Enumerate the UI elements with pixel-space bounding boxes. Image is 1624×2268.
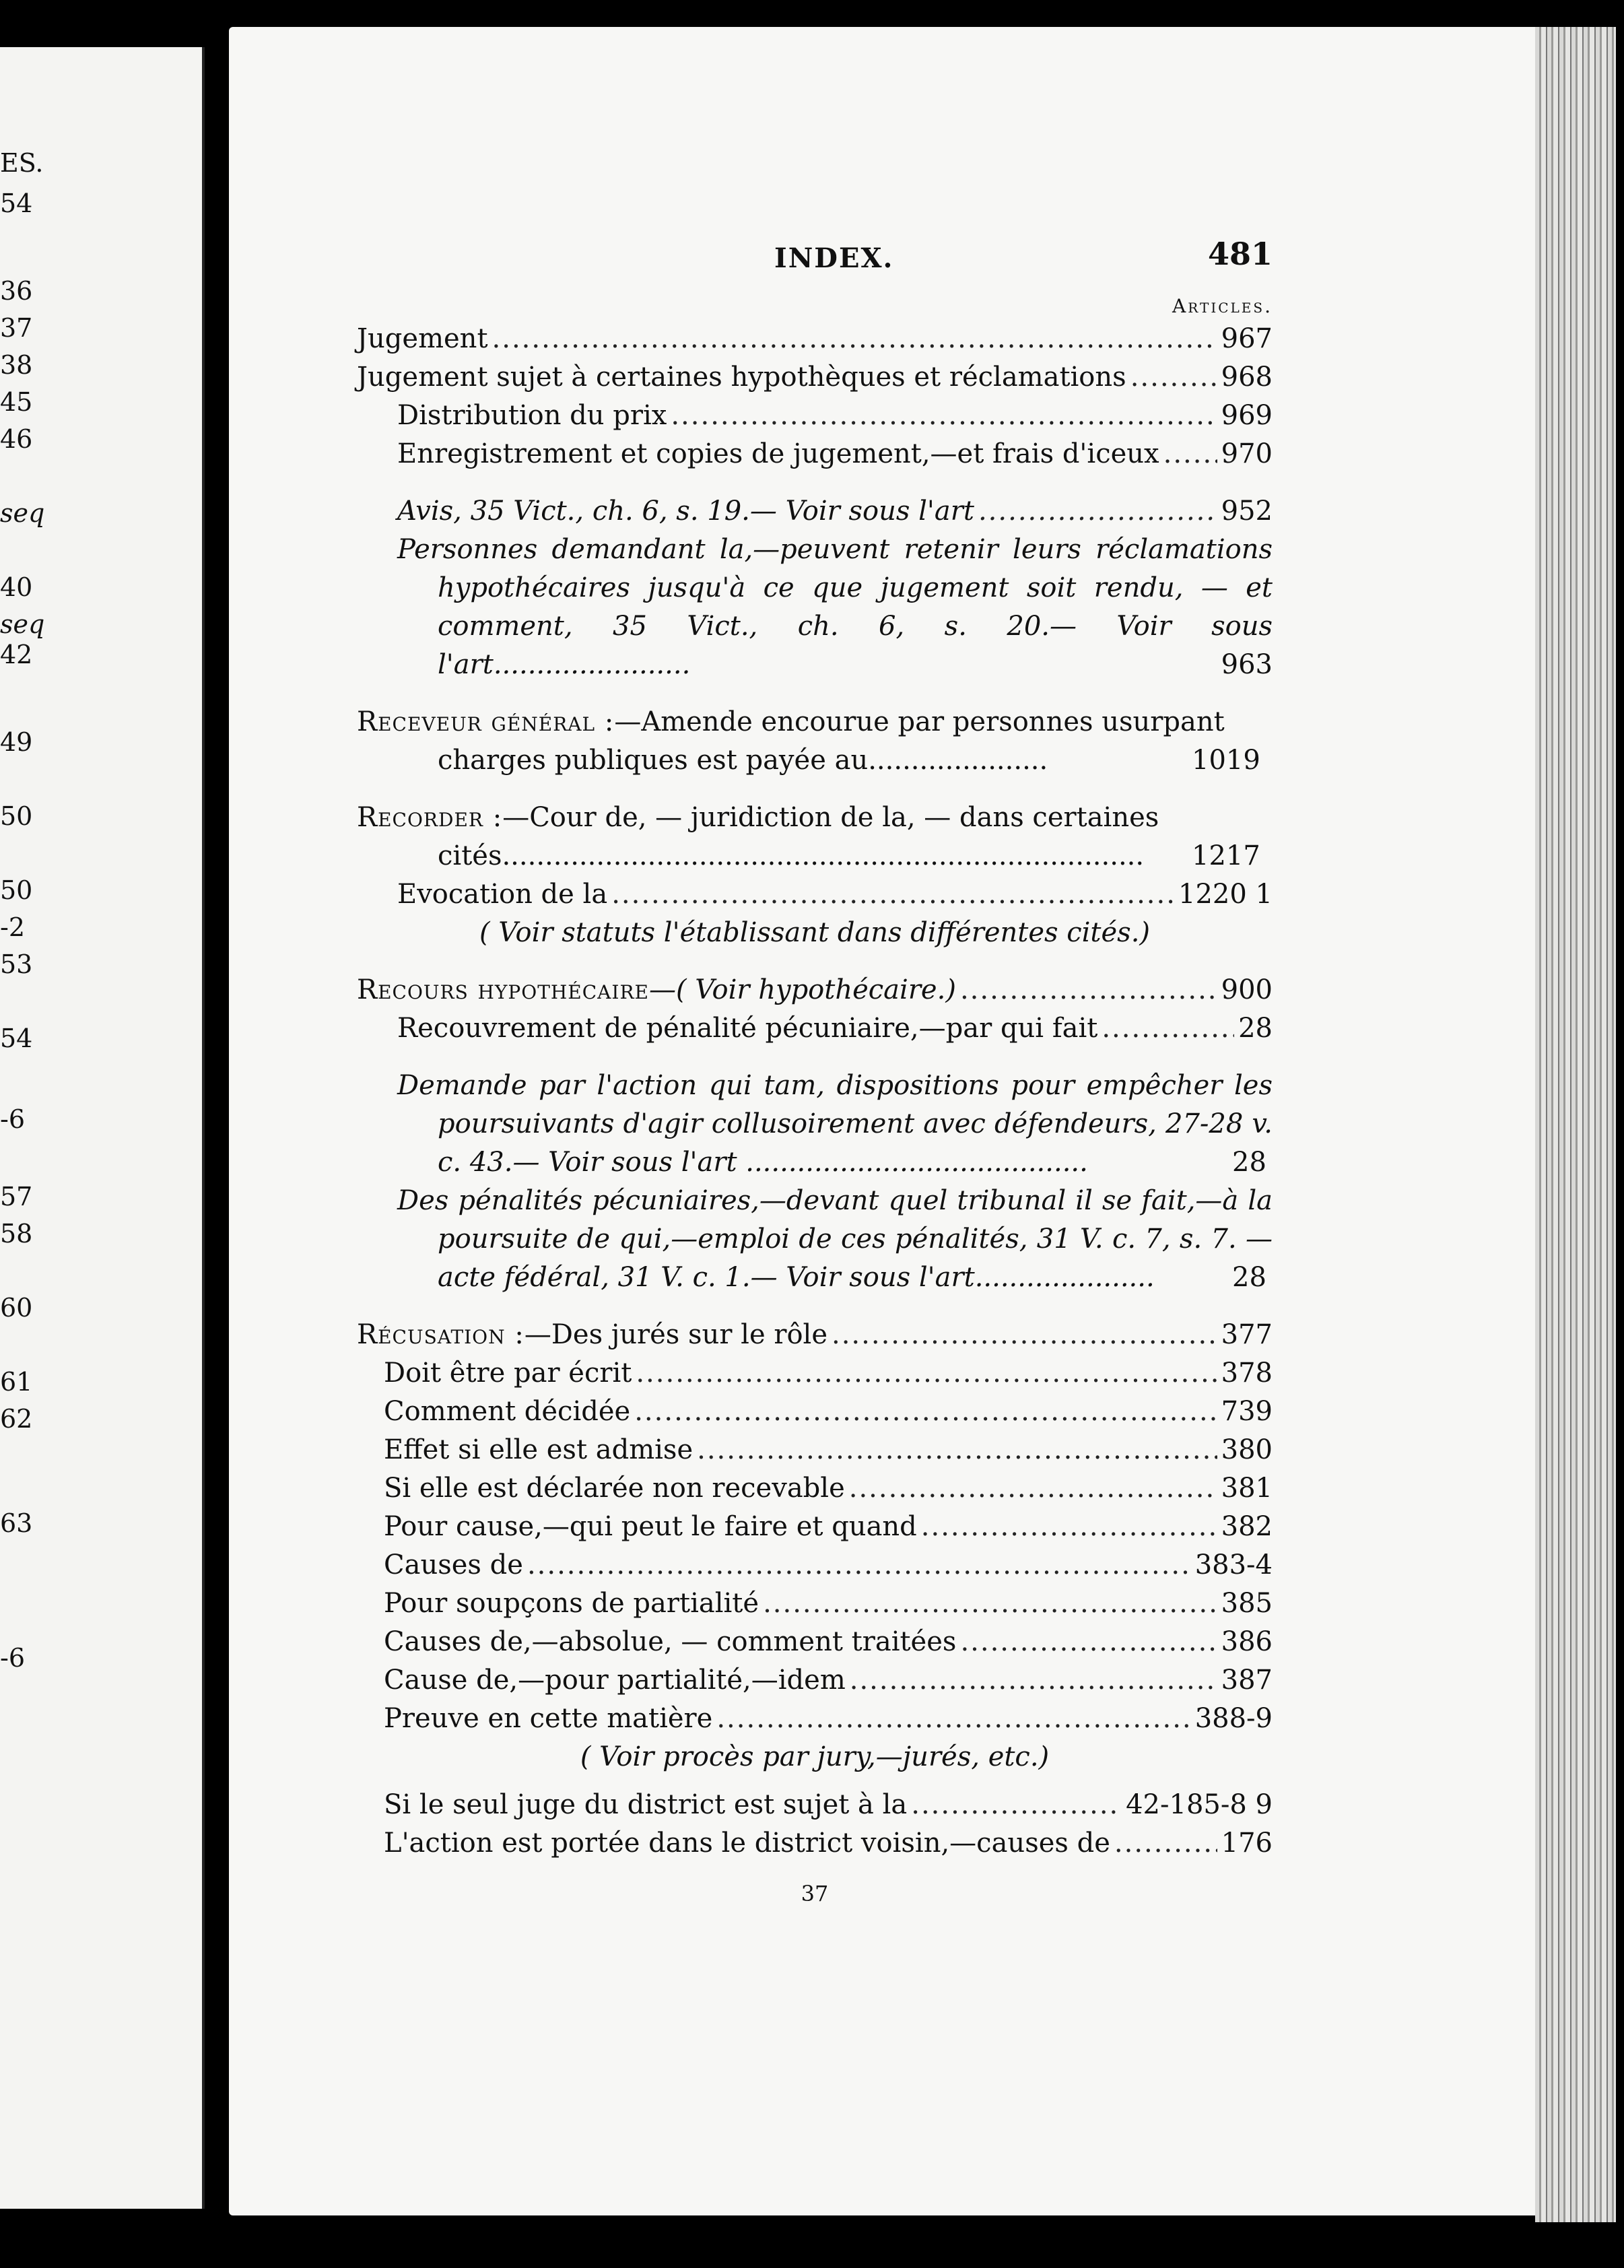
facing-page-text: -6 [0, 1643, 26, 1673]
leader-dots [911, 1786, 1122, 1824]
article-number: 739 [1221, 1396, 1273, 1427]
index-entry [357, 1354, 1273, 1393]
entry-heading: Recours hypothécaire [357, 974, 649, 1005]
article-number: 952 [1221, 496, 1273, 527]
entry-text: Jugement sujet à certaines hypothèques et réclamations [357, 362, 1126, 393]
index-entry: Des pénalités pécuniaires,—devant quel tribunal il se fait,—à la poursuite de qui,—emploi de ces pénalités, 31 V. c. 7, s. 7. —acte fédéral, 31 V. c. 1.— Voir sous l'art..................... 28 [397, 1185, 1273, 1293]
facing-page-text: 57 [0, 1182, 33, 1211]
facing-page-text: 38 [0, 350, 33, 380]
entry-text: Des pénalités pécuniaires,—devant quel tribunal il se fait,—à la poursuite de qui,—emploi de ces pénalités, 31 V. c. 7, s. 7. —acte fédéral, 31 V. c. 1.— Voir sous l'art [397, 1185, 1273, 1293]
entry-text: —Amende encourue par personnes usurpant charges publiques est payée au [438, 706, 1225, 776]
index-entry [357, 1469, 1273, 1508]
signature-mark: 37 [801, 1881, 829, 1906]
index-entry [357, 1585, 1273, 1623]
leader-dots [1102, 1009, 1234, 1048]
leader-dots [978, 492, 1217, 531]
facing-page-text: 36 [0, 276, 33, 306]
entry-text: Distribution du prix [397, 400, 667, 431]
article-number: 382 [1221, 1511, 1273, 1542]
entry-text: Pour soupçons de partialité [384, 1588, 759, 1619]
leader-dots [1130, 358, 1217, 397]
article-number: 388-9 [1194, 1703, 1273, 1734]
leader-dots: ........................................ [737, 1147, 1088, 1178]
article-number: 28 [1238, 1013, 1273, 1044]
leader-dots [960, 1623, 1217, 1661]
leader-dots [634, 1393, 1217, 1431]
facing-page-text: 42 [0, 640, 33, 669]
article-number: 968 [1221, 362, 1273, 393]
index-entry [357, 1431, 1273, 1469]
facing-page-text: 50 [0, 875, 33, 905]
entry-text: Si elle est déclarée non recevable [384, 1473, 845, 1504]
index-entry [357, 1546, 1273, 1585]
running-head [357, 236, 1273, 286]
entry-text: L'action est portée dans le district voisin,—causes de [384, 1828, 1110, 1859]
leader-dots: ....................... [493, 649, 691, 680]
entry-text: Causes de,—absolue, — comment traitées [384, 1626, 957, 1657]
article-number: 969 [1221, 400, 1273, 431]
entry-text: Cause de,—pour partialité,—idem [384, 1665, 846, 1696]
facing-page-text: ES. [0, 148, 44, 178]
entry-text: Effet si elle est admise [384, 1434, 693, 1465]
entry-heading: Récusation : [357, 1319, 525, 1350]
leader-dots [849, 1469, 1217, 1508]
cross-reference: ( Voir statuts l'établissant dans différentes cités.) [479, 917, 1151, 948]
facing-page-text: 40 [0, 572, 33, 602]
leader-dots [611, 875, 1174, 914]
article-number: 377 [1221, 1319, 1273, 1350]
facing-page-text: 37 [0, 313, 33, 343]
entry-text: Si le seul juge du district est sujet à la [384, 1789, 908, 1820]
entry-text: Personnes demandant la,—peuvent retenir leurs réclamations hypothécaires jusqu'à ce que jugement soit rendu, — et comment, 35 Vict., ch. 6, s. 20.— Voir sous l'art [397, 534, 1273, 680]
index-entry [357, 1824, 1273, 1863]
leader-dots [832, 1316, 1217, 1354]
entry-text: Evocation de la [397, 879, 608, 910]
facing-page-text: seq [0, 498, 45, 528]
index-content [357, 236, 1273, 1913]
leader-dots [636, 1354, 1217, 1393]
column-label: Articles. [1172, 295, 1273, 317]
index-entry [357, 1661, 1273, 1700]
entry-text: Avis, 35 Vict., ch. 6, s. 19.— Voir sous l'art [397, 496, 974, 527]
article-number: 378 [1221, 1358, 1273, 1389]
index-entry: Receveur général :—Amende encourue par personnes usurpant charges publiques est payée au..................... 1019 [357, 706, 1260, 776]
page-title: INDEX. [774, 242, 894, 274]
index-entry [357, 320, 1273, 358]
facing-page-text: seq [0, 609, 45, 639]
article-number: 963 [1221, 649, 1273, 680]
facing-page-text: -6 [0, 1104, 26, 1134]
index-entry [357, 875, 1273, 914]
article-number: 380 [1221, 1434, 1273, 1465]
entry-text: Preuve en cette matière [384, 1703, 713, 1734]
leader-dots [492, 320, 1217, 358]
entry-text: Doit être par écrit [384, 1358, 632, 1389]
article-number: 900 [1221, 974, 1273, 1005]
entry-text: Demande par l'action qui tam, dispositions pour empêcher les poursuivants d'agir collusoirement avec défendeurs, 27-28 v. c. 43.— Voir sous l'art [397, 1070, 1273, 1178]
entry-text: Pour cause,—qui peut le faire et quand [384, 1511, 917, 1542]
article-number: 176 [1221, 1828, 1273, 1859]
facing-page-text: 53 [0, 949, 33, 979]
entry-heading: Receveur général : [357, 706, 615, 737]
leader-dots [1114, 1824, 1217, 1863]
facing-page-text: 60 [0, 1293, 33, 1323]
page-number: 481 [1207, 236, 1273, 272]
leader-dots [960, 971, 1217, 1009]
index-entry [357, 1393, 1273, 1431]
index-entry [357, 1700, 1273, 1738]
index-entry: Demande par l'action qui tam, dispositions pour empêcher les poursuivants d'agir collusoirement avec défendeurs, 27-28 v. c. 43.— Voir sous l'art ........................................ 28 [397, 1070, 1273, 1178]
entry-text: —Des jurés sur le rôle [524, 1319, 827, 1350]
index-entry [357, 1508, 1273, 1546]
index-entry [357, 492, 1273, 531]
book-page-edges [1535, 27, 1616, 2222]
index-entry [357, 397, 1273, 435]
leader-dots: ..................... [868, 745, 1048, 776]
leader-dots [921, 1508, 1217, 1546]
facing-page-text: 62 [0, 1404, 33, 1434]
entry-text: Enregistrement et copies de jugement,—et frais d'iceux [397, 438, 1159, 469]
article-number: 1220 1 [1178, 879, 1273, 910]
entry-text: Recouvrement de pénalité pécuniaire,—par qui fait [397, 1013, 1098, 1044]
index-entry [357, 1623, 1273, 1661]
leader-dots [527, 1546, 1191, 1585]
leader-dots [1163, 435, 1217, 473]
article-number: 967 [1221, 323, 1273, 354]
facing-page-text: 54 [0, 1024, 33, 1053]
facing-page-text: 54 [0, 189, 33, 218]
entry-text: Jugement [357, 323, 488, 354]
article-number: 970 [1221, 438, 1273, 469]
entry-heading: Recorder : [357, 802, 503, 833]
article-number: 42-185-8 9 [1126, 1789, 1273, 1820]
leader-dots [716, 1700, 1190, 1738]
leader-dots [697, 1431, 1217, 1469]
index-entry [357, 1786, 1273, 1824]
leader-dots: ..................... [974, 1262, 1155, 1293]
facing-page-text: 61 [0, 1367, 33, 1397]
cross-reference: ( Voir procès par jury,—jurés, etc.) [580, 1741, 1050, 1772]
index-entry [357, 1009, 1273, 1048]
facing-page-fragment [0, 47, 205, 2209]
article-number: 385 [1221, 1588, 1273, 1619]
article-number: 387 [1221, 1665, 1273, 1696]
index-entry: Recorder :—Cour de, — juridiction de la, — dans certaines cités........................................................................... 1217 [357, 802, 1260, 871]
facing-page-text: 58 [0, 1219, 33, 1248]
entry-text: Causes de [384, 1549, 523, 1580]
index-entry [357, 971, 1273, 1009]
facing-page-text: 46 [0, 424, 33, 454]
leader-dots [671, 397, 1217, 435]
entry-text: —( Voir hypothécaire.) [648, 974, 956, 1005]
article-number: 383-4 [1194, 1549, 1273, 1580]
entry-text: —Cour de, — juridiction de la, — dans certaines cités [438, 802, 1159, 871]
leader-dots [850, 1661, 1217, 1700]
index-entry [357, 358, 1273, 397]
index-entry [357, 435, 1273, 473]
entry-text: Comment décidée [384, 1396, 631, 1427]
facing-page-text: 49 [0, 727, 33, 757]
leader-dots: ........................................................................... [502, 840, 1145, 871]
facing-page-text: 63 [0, 1508, 33, 1538]
leader-dots [763, 1585, 1217, 1623]
index-entry [357, 1316, 1273, 1354]
index-entry [357, 531, 1273, 684]
facing-page-text: 45 [0, 387, 33, 417]
article-number: 381 [1221, 1473, 1273, 1504]
facing-page-text: -2 [0, 912, 26, 942]
article-number: 386 [1221, 1626, 1273, 1657]
facing-page-text: 50 [0, 801, 33, 831]
